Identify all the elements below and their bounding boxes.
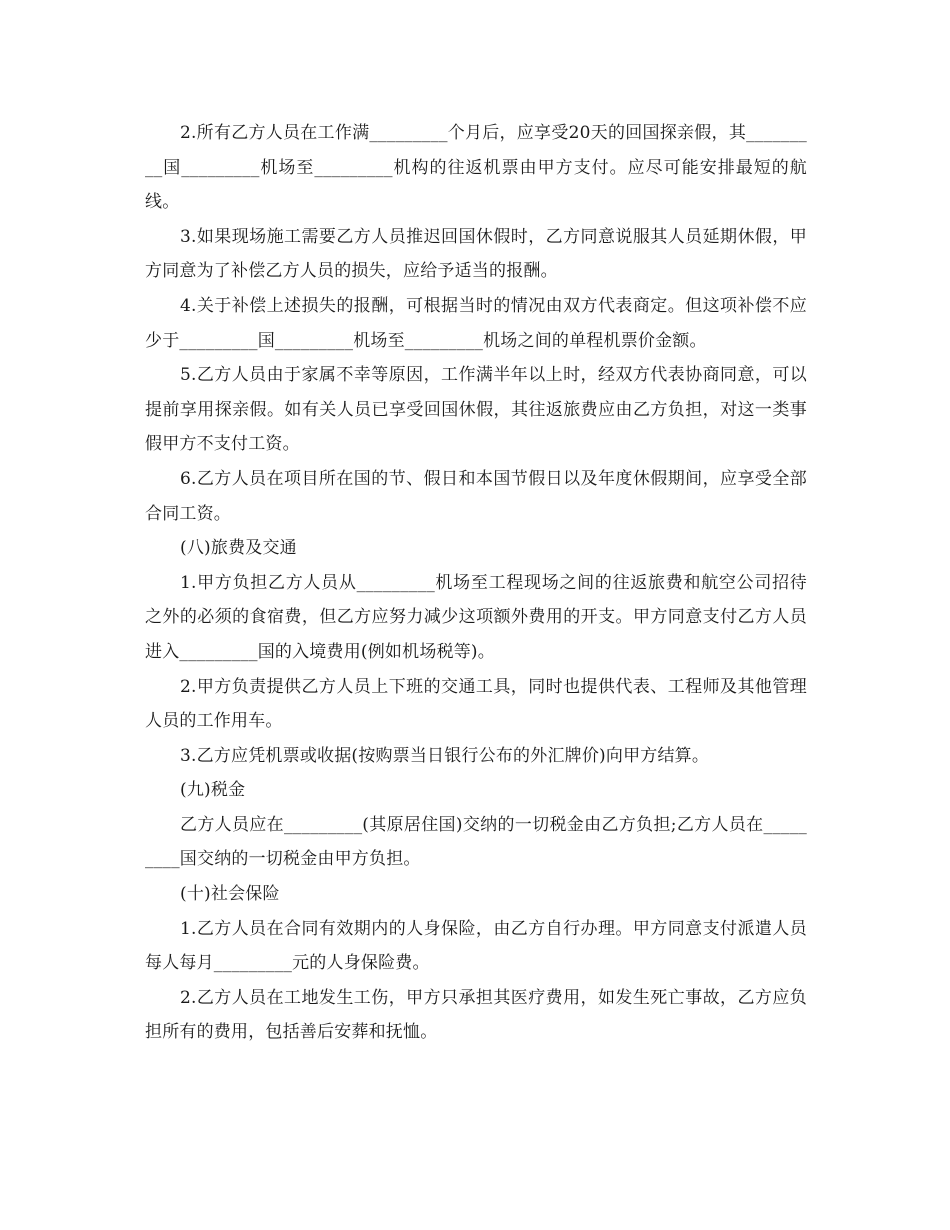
paragraph-clause-4-compensation: 4.关于补偿上述损失的报酬，可根据当时的情况由双方代表商定。但这项补偿不应少于_________国_________机场至_________机场之间的单程机票价金额。 (145, 295, 807, 351)
document-body (145, 116, 807, 1050)
paragraph-clause-5-early-leave: 5.乙方人员由于家属不幸等原因，工作满半年以上时，经双方代表协商同意，可以提前享用探亲假。如有关人员已享受回国休假，其往返旅费应由乙方负担，对这一类事假甲方不支付工资。 (145, 365, 807, 455)
paragraph-travel-1: 1.甲方负担乙方人员从_________机场至工程现场之间的往返旅费和航空公司招待之外的必须的食宿费，但乙方应努力减少这项额外费用的开支。甲方同意支付乙方人员进入_________国的入境费用(例如机场税等)。 (145, 572, 807, 662)
paragraph-travel-3: 3.乙方应凭机票或收据(按购票当日银行公布的外汇牌价)向甲方结算。 (180, 745, 710, 766)
section-heading-travel: (八)旅费及交通 (180, 538, 297, 559)
paragraph-clause-6-holidays: 6.乙方人员在项目所在国的节、假日和本国节假日以及年度休假期间，应享受全部合同工资。 (145, 468, 807, 524)
paragraph-insurance-2: 2.乙方人员在工地发生工伤，甲方只承担其医疗费用，如发生死亡事故，乙方应负担所有的费用，包括善后安葬和抚恤。 (145, 987, 807, 1043)
paragraph-clause-2-home-leave: 2.所有乙方人员在工作满_________个月后，应享受20天的回国探亲假，其_________国_________机场至_________机构的往返机票由甲方支付。应尽可能安排最短的航线。 (145, 123, 807, 213)
paragraph-clause-3-postponed-leave: 3.如果现场施工需要乙方人员推迟回国休假时，乙方同意说服其人员延期休假，甲方同意为了补偿乙方人员的损失，应给予适当的报酬。 (145, 226, 807, 282)
paragraph-insurance-1: 1.乙方人员在合同有效期内的人身保险，由乙方自行办理。甲方同意支付派遣人员每人每月_________元的人身保险费。 (145, 918, 807, 974)
section-heading-social-insurance: (十)社会保险 (180, 884, 280, 905)
section-heading-tax: (九)税金 (180, 780, 246, 801)
paragraph-tax: 乙方人员应在_________(其原居住国)交纳的一切税金由乙方负担;乙方人员在_________国交纳的一切税金由甲方负担。 (145, 814, 807, 870)
paragraph-travel-2: 2.甲方负责提供乙方人员上下班的交通工具，同时也提供代表、工程师及其他管理人员的工作用车。 (145, 676, 807, 732)
